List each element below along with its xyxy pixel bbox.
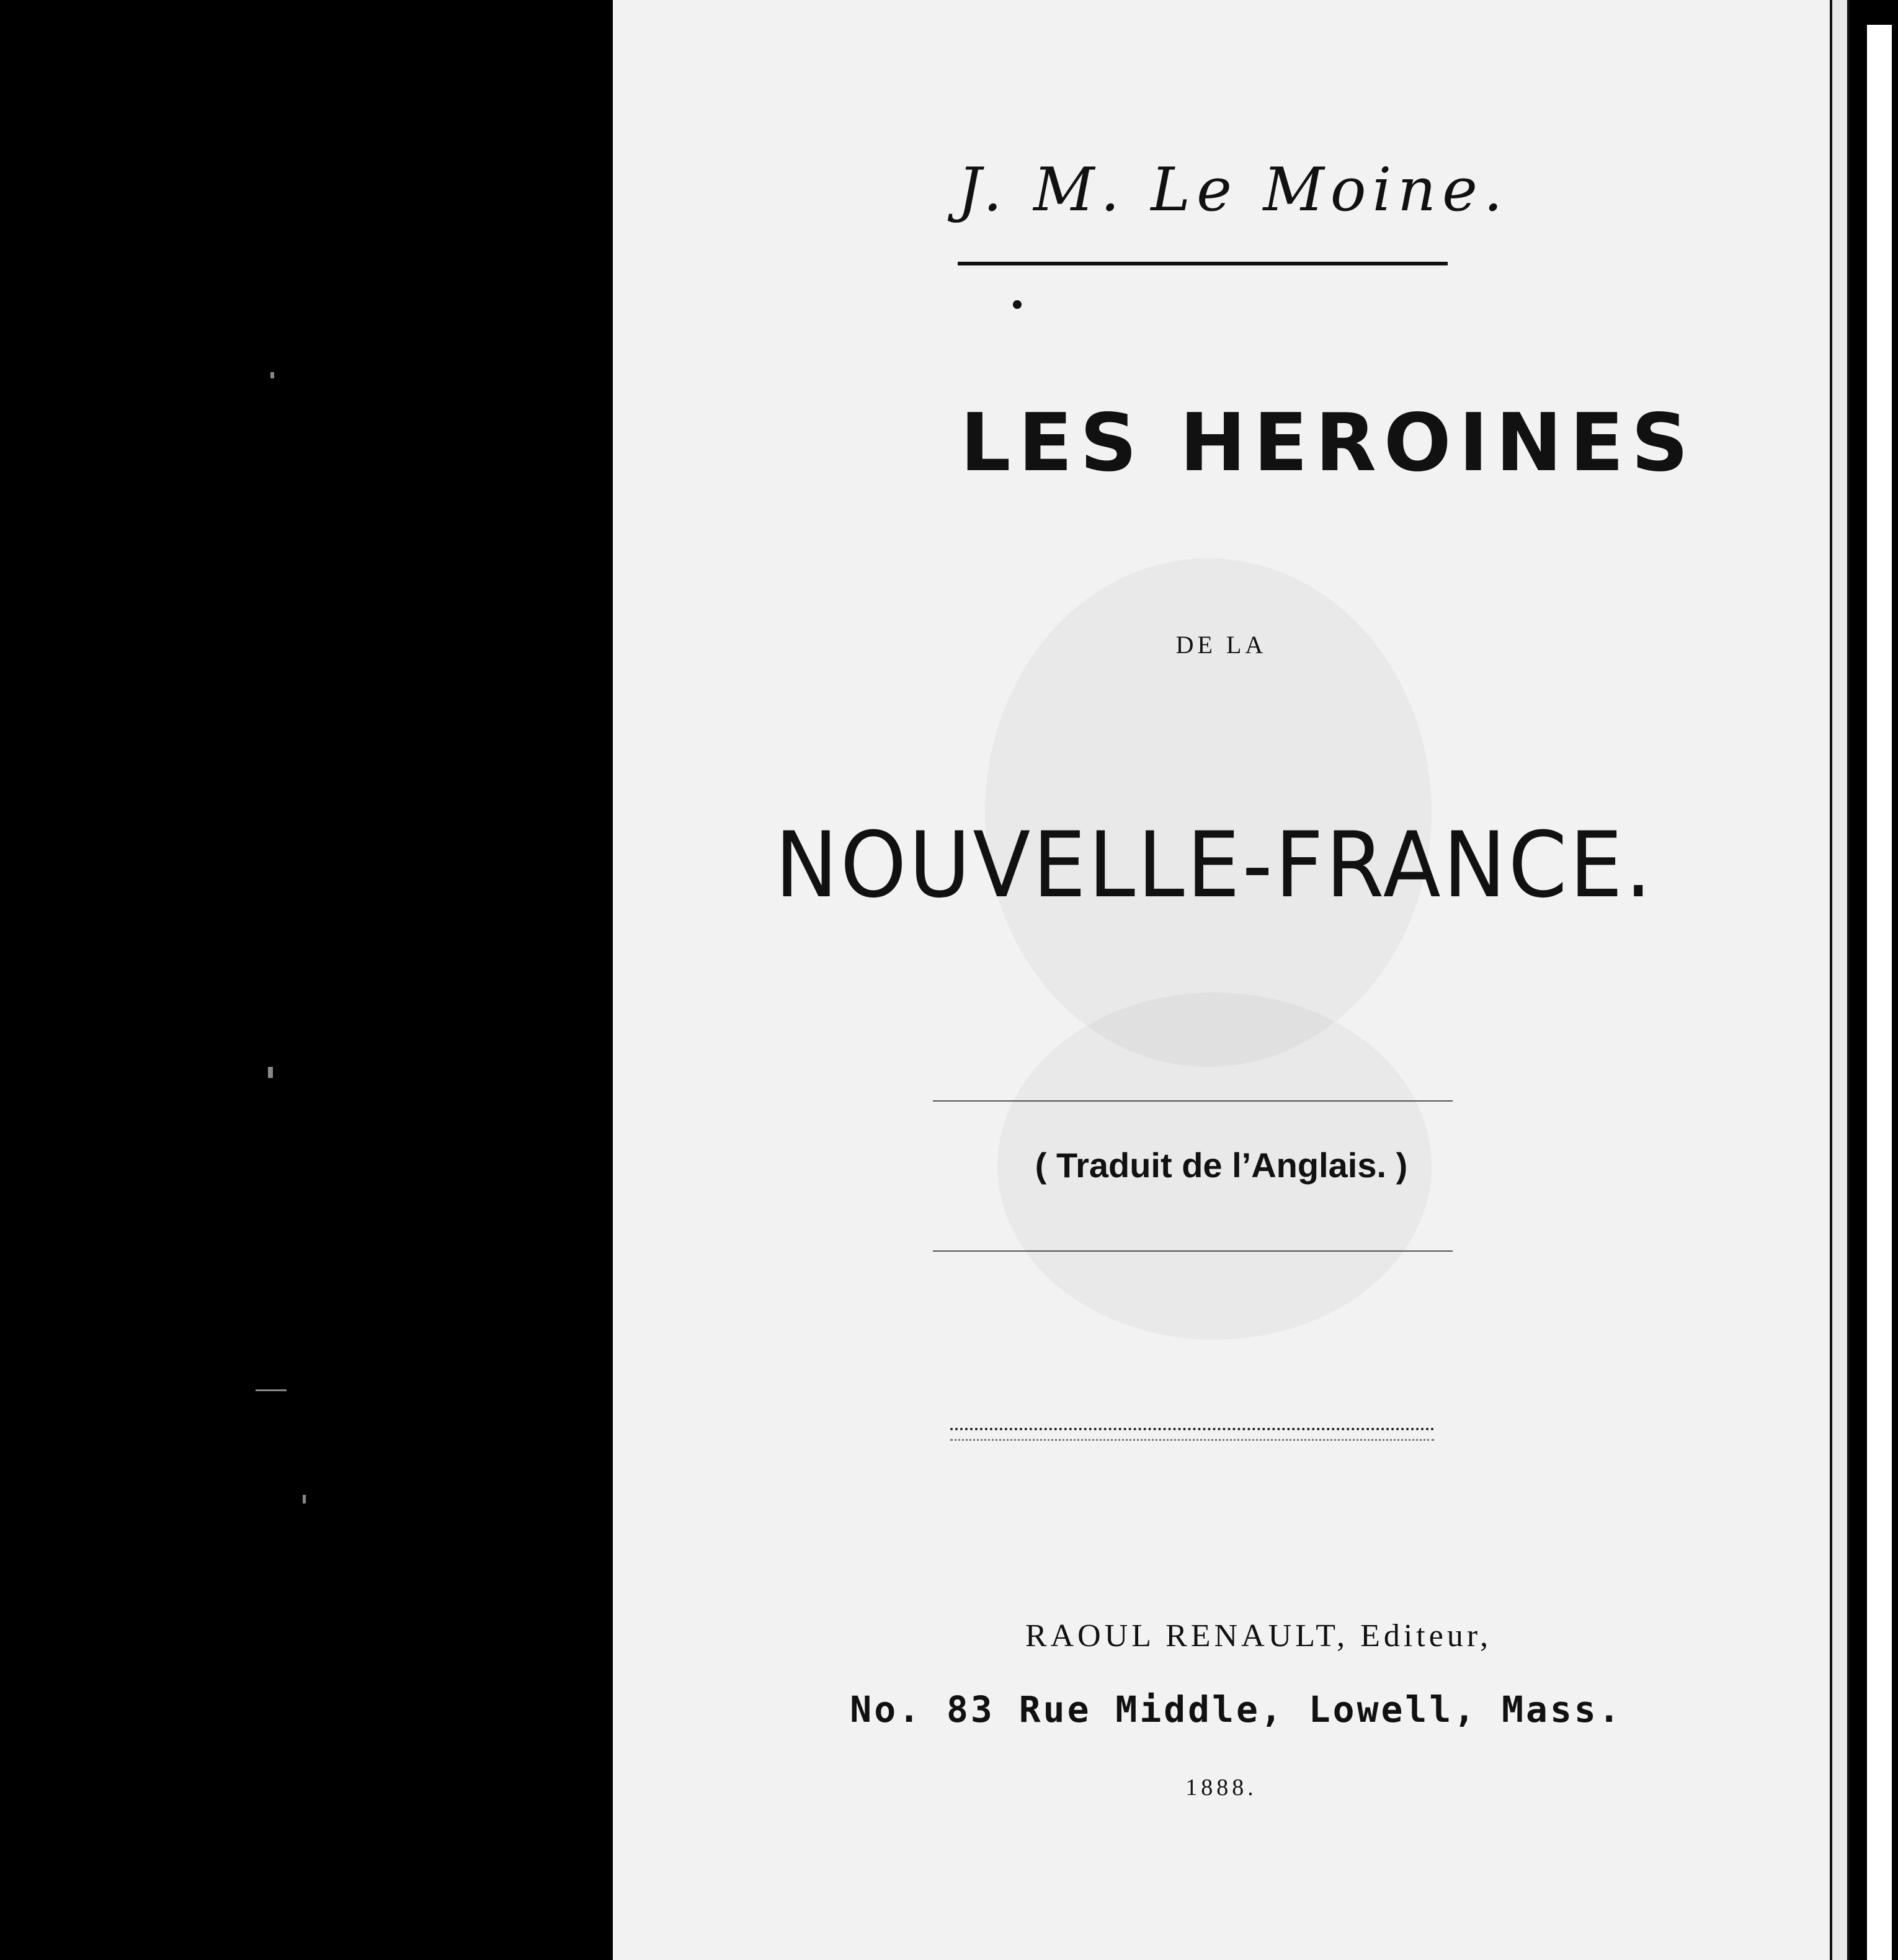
- author-underline: [958, 262, 1448, 265]
- dust-speck: [303, 1495, 306, 1503]
- subtitle: ( Traduit de l’Anglais. ): [1035, 1146, 1408, 1185]
- title-page: [613, 0, 1830, 1960]
- author-name: J. M. Le Moine.: [958, 155, 1509, 225]
- page-edge: [1830, 0, 1850, 1960]
- dust-speck: [256, 1389, 287, 1391]
- divider-bottom: [933, 1250, 1453, 1252]
- page-edge-shadow: [1852, 0, 1858, 1960]
- page-edge-next: [1863, 25, 1892, 1960]
- dust-speck: [268, 1067, 273, 1078]
- title-line-1: LES HEROINES: [960, 397, 1696, 489]
- ornamental-rule: [950, 1428, 1434, 1441]
- title-connector: DE LA: [1175, 631, 1267, 659]
- publisher-address: No. 83 Rue Middle, Lowell, Mass.: [850, 1688, 1623, 1731]
- divider-top: [933, 1100, 1453, 1102]
- publication-year: 1888.: [1185, 1775, 1257, 1801]
- ornament-dot: [1013, 300, 1022, 309]
- publisher: RAOUL RENAULT, Editeur,: [1025, 1618, 1492, 1654]
- title-line-2: NOUVELLE-FRANCE.: [775, 813, 1654, 918]
- dust-speck: [270, 372, 274, 378]
